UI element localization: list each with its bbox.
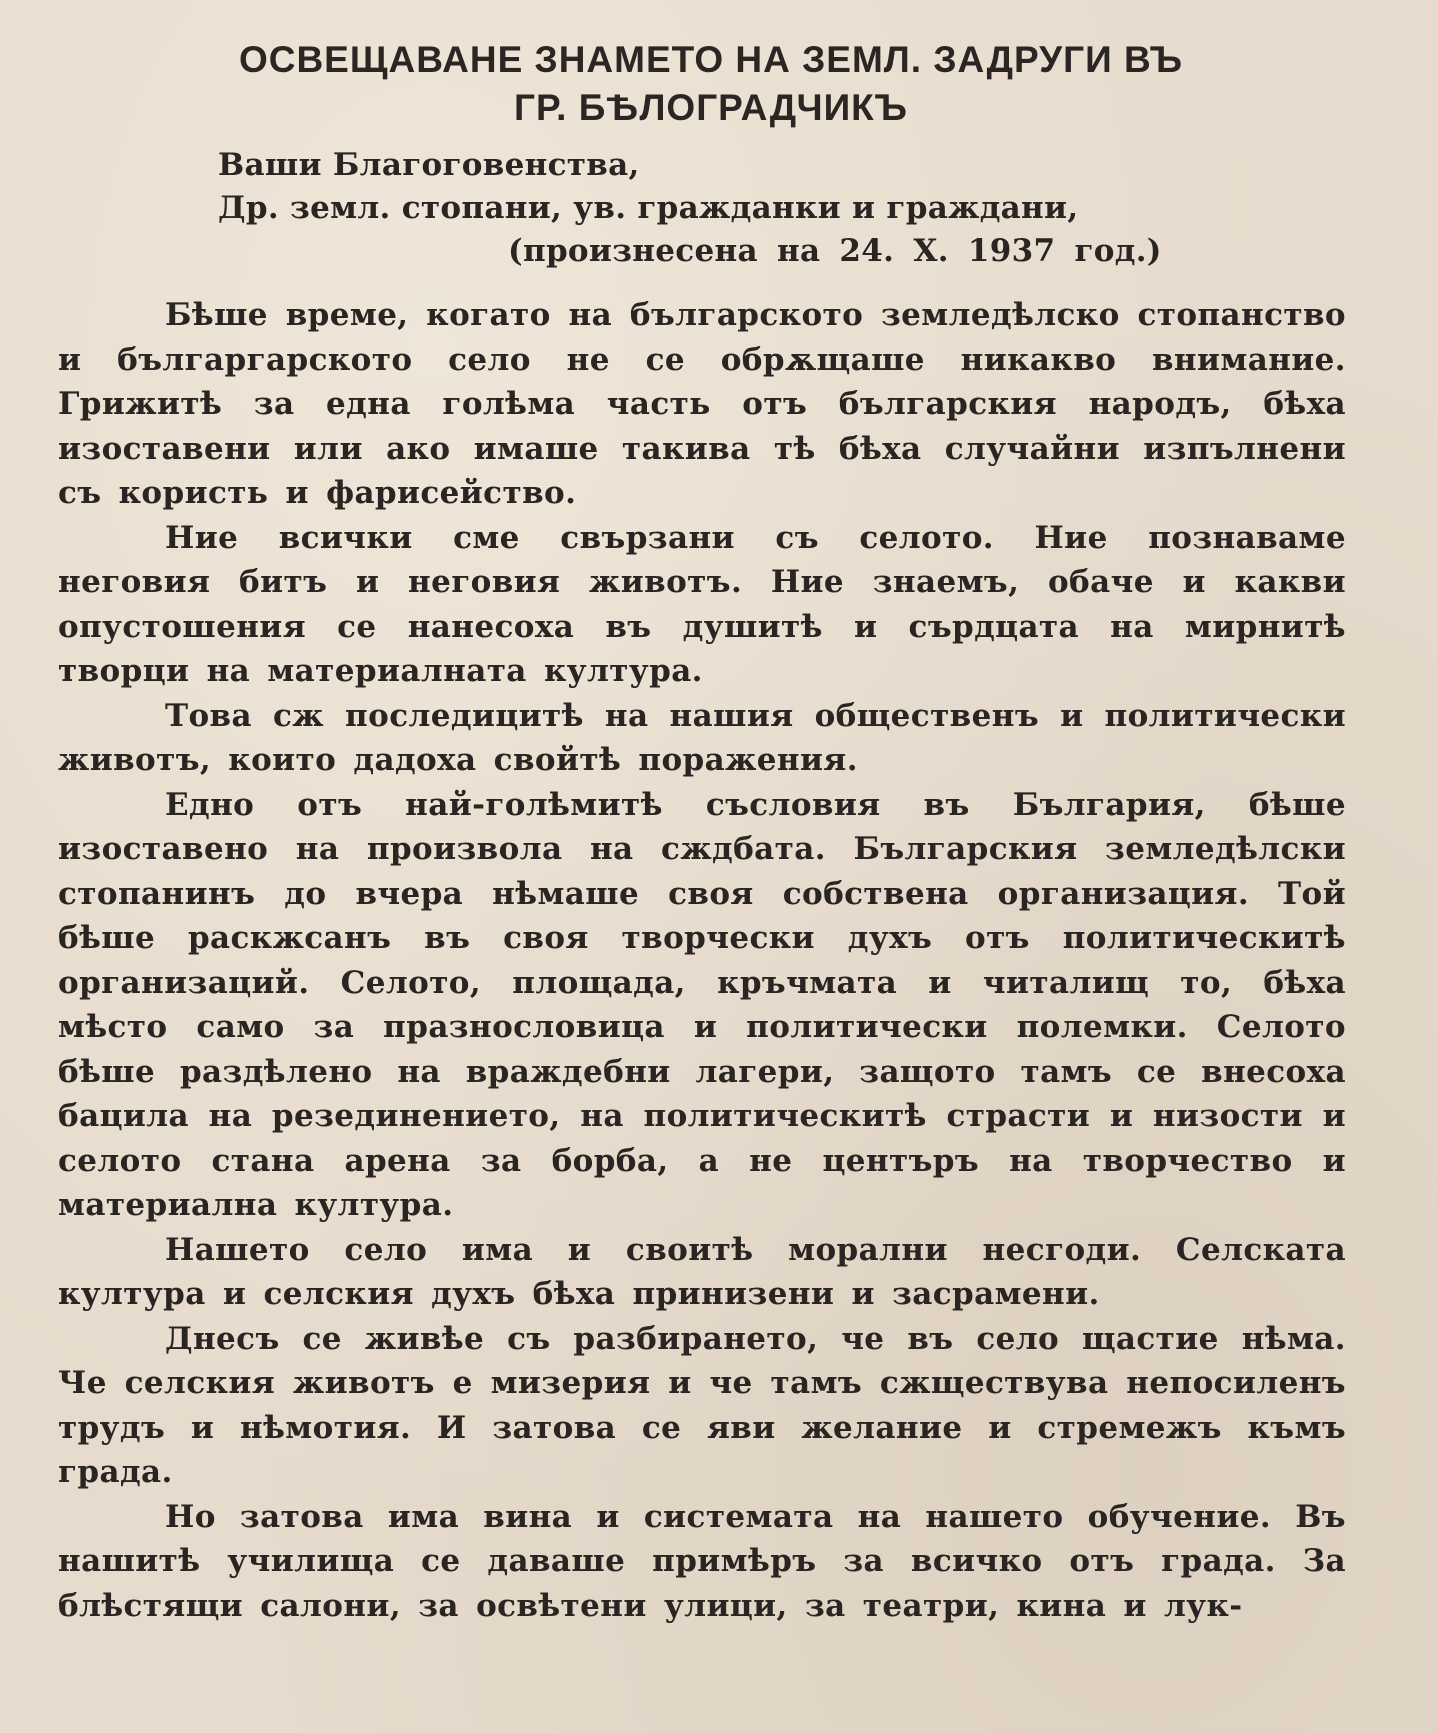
salutation-line: Др. земл. стопани, ув. гражданки и граждани, (218, 190, 1079, 226)
paragraph: Бѣше време, когато на българското земледѣлско стопанство и българгарското село не се обрѫщаше никакво внимание. Грижитѣ за една голѣма часть отъ българския народъ, бѣха изоставени или ако имаше такива тѣ бѣха случайни изпълнени съ користь и фарисейство. (58, 297, 1346, 511)
paragraph: Но затова има вина и системата на нашето обучение. Въ нашитѣ училища се даваше примѣръ за всичко отъ града. За блѣстящи салони, за освѣтени улици, за театри, кина и лук- (58, 1498, 1346, 1624)
speech-body (58, 293, 1346, 1628)
paragraph: Това сж последицитѣ на нашия общественъ и политически животъ, които дадоха свойтѣ поражения. (58, 697, 1346, 778)
document-title (58, 36, 1346, 132)
delivery-date-line: (произнесена на 24. X. 1937 год.) (508, 233, 1162, 269)
paragraph: Днесъ се живѣе съ разбирането, че въ село щастие нѣма. Че селския животъ е мизерия и че тамъ сжществува непосиленъ трудъ и нѣмотия. И затова се яви желание и стремежъ къмъ града. (58, 1320, 1346, 1490)
salutation-line: Ваши Благоговенства, (218, 147, 640, 183)
salutation-block (218, 144, 1346, 273)
paragraph: Нашето село има и своитѣ морални несгоди. Селската култура и селския духъ бѣха принизени и засрамени. (58, 1231, 1346, 1312)
paragraph: Едно отъ най-голѣмитѣ съсловия въ България, бѣше изоставено на произвола на сждбата. Българския земледѣлски стопанинъ до вчера нѣмаше своя собствена организация. Той бѣше раскжсанъ въ своя творчески духъ отъ политическитѣ организаций. Селото, площада, кръчмата и читалищ то, бѣха мѣсто само за празнословица и политически полемки. Селото бѣше раздѣлено на враждебни лагери, защото тамъ се внесоха бацила на резединението, на политическитѣ страсти и низости и селото стана арена за борба, а не центъръ на творчество и материална култура. (58, 786, 1346, 1223)
title-line-2: ГР. БѢЛОГРАДЧИКЪ (514, 87, 908, 128)
paragraph: Ние всички сме свързани съ селото. Ние познаваме неговия битъ и неговия животъ. Ние знаемъ, обаче и какви опустошения се нанесоха въ душитѣ и сърдцата на мирнитѣ творци на материалната култура. (58, 519, 1346, 689)
title-line-1: ОСВЕЩАВАНЕ ЗНАМЕТО НА ЗЕМЛ. ЗАДРУГИ ВЪ (238, 39, 1184, 80)
